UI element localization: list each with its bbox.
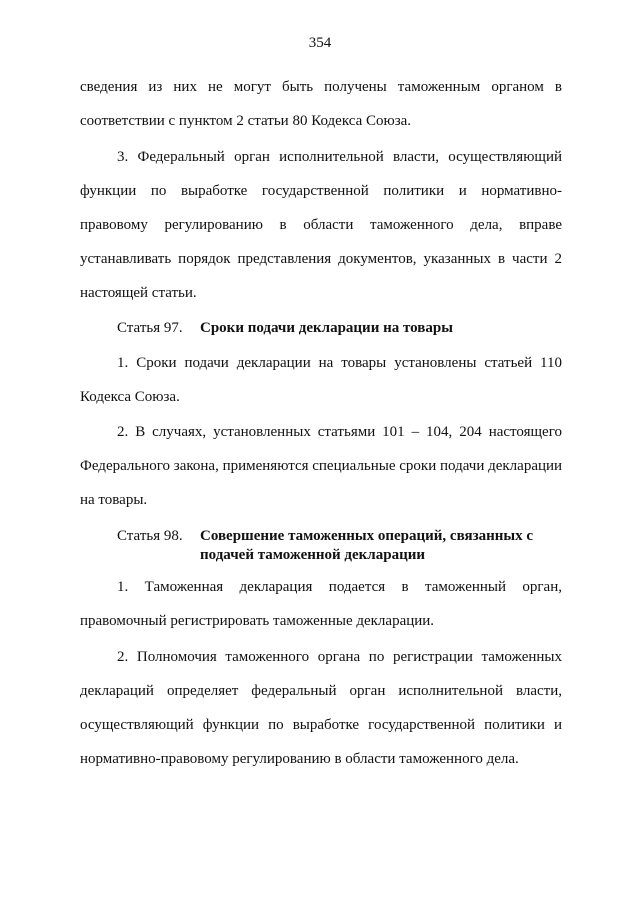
text-line: правовому регулированию в области таможенного дела, вправе bbox=[80, 217, 562, 233]
text-line: Федерального закона, применяются специальные сроки подачи декларации bbox=[80, 458, 563, 474]
text-line: соответствии с пунктом 2 статьи 80 Кодекса Союза. bbox=[80, 113, 412, 129]
text-line: устанавливать порядок представления документов, указанных в части 2 bbox=[80, 251, 562, 267]
text-line: 2. В случаях, установленных статьями 101 – 104, 204 настоящего bbox=[117, 424, 562, 440]
text-line: деклараций определяет федеральный орган исполнительной власти, bbox=[80, 683, 562, 699]
text-line: 1. Сроки подачи декларации на товары установлены статьей 110 bbox=[117, 355, 562, 371]
text-line: сведения из них не могут быть получены таможенным органом в bbox=[80, 79, 562, 95]
page-number: 354 bbox=[308, 35, 332, 51]
text-line: нормативно-правовому регулированию в области таможенного дела. bbox=[80, 751, 519, 767]
text-line: 2. Полномочия таможенного органа по регистрации таможенных bbox=[117, 649, 562, 665]
article-title-continued: подачей таможенной декларации bbox=[200, 547, 425, 563]
article-title: Совершение таможенных операций, связанных с bbox=[200, 528, 534, 544]
text-line: Кодекса Союза. bbox=[80, 389, 180, 405]
article-number: Статья 97. bbox=[117, 320, 183, 336]
text-line: настоящей статьи. bbox=[80, 285, 197, 301]
text-line: осуществляющий функции по выработке государственной политики и bbox=[80, 717, 562, 733]
text-line: 1. Таможенная декларация подается в таможенный орган, bbox=[117, 579, 562, 595]
text-line: правомочный регистрировать таможенные декларации. bbox=[80, 613, 435, 629]
article-number: Статья 98. bbox=[117, 528, 183, 544]
article-title: Сроки подачи декларации на товары bbox=[200, 320, 453, 336]
text-line: 3. Федеральный орган исполнительной власти, осуществляющий bbox=[117, 149, 562, 165]
text-line: функции по выработке государственной политики и нормативно- bbox=[80, 183, 562, 199]
text-line: на товары. bbox=[80, 492, 148, 508]
